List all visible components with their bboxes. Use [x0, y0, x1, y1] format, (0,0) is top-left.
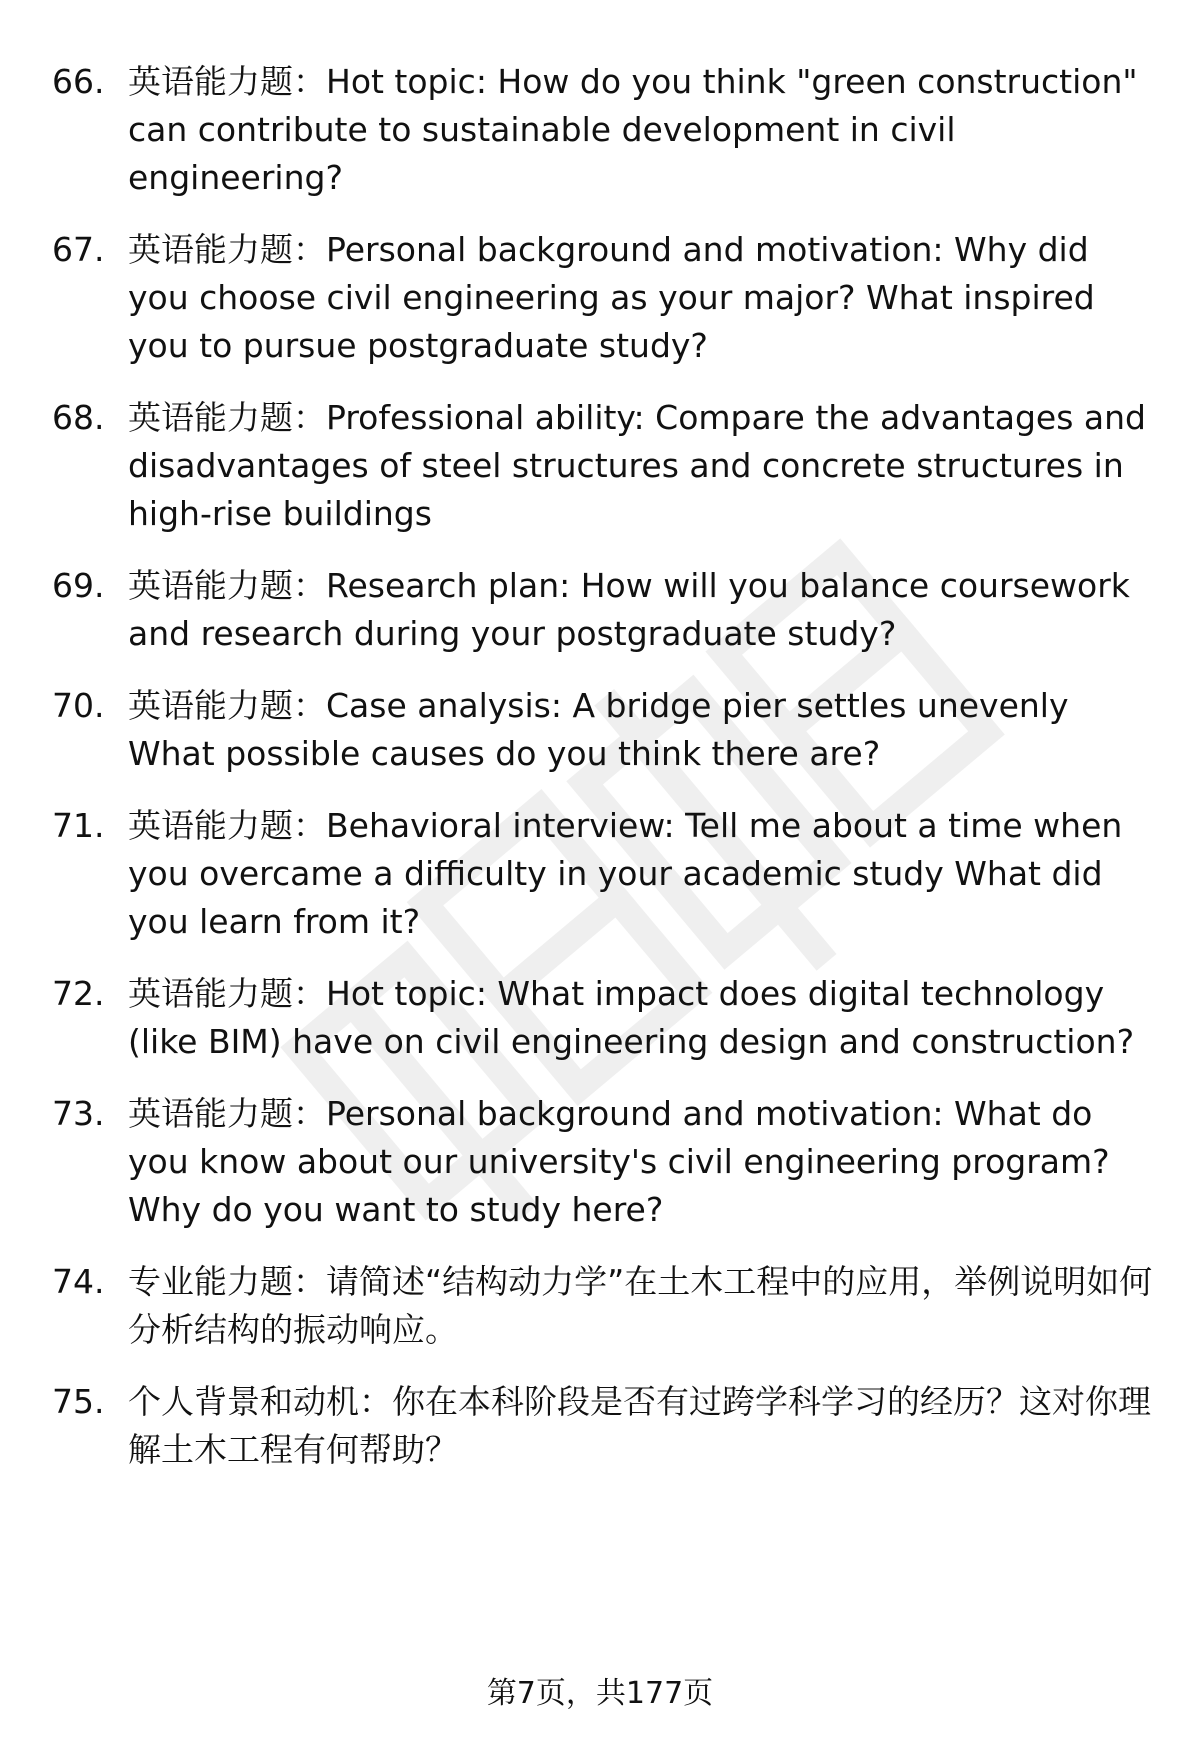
- question-text: 英语能力题：Behavioral interview: Tell me about a time when you overcame a difficulty in your academic study What did you learn from it?: [128, 806, 1123, 941]
- question-number: 71.: [52, 806, 105, 845]
- question-number: 74.: [52, 1262, 105, 1301]
- list-item: [0, 802, 1200, 946]
- page-footer: 第7页，共177页: [486, 1676, 714, 1711]
- question-text: 英语能力题：Professional ability: Compare the advantages and disadvantages of steel structures and concrete structures in high-rise buildings: [128, 398, 1147, 533]
- list-item: [0, 682, 1200, 778]
- question-text: 英语能力题：Research plan: How will you balance coursework and research during your postgraduate study?: [128, 566, 1130, 653]
- question-number: 73.: [52, 1094, 105, 1133]
- question-number: 67.: [52, 230, 105, 269]
- question-text: 英语能力题：Personal background and motivation: What do you know about our university's civil engineering program? Why do you want to study here?: [128, 1094, 1110, 1229]
- question-text: 英语能力题：Hot topic: How do you think "green construction" can contribute to sustainable development in civil engineering?: [128, 62, 1138, 197]
- question-number: 69.: [52, 566, 105, 605]
- question-text: 英语能力题：Personal background and motivation: Why did you choose civil engineering as your major? What inspired you to pursue postgraduate study?: [128, 230, 1095, 365]
- question-number: 72.: [52, 974, 105, 1013]
- list-item: [0, 1090, 1200, 1234]
- question-number: 66.: [52, 62, 105, 101]
- question-text: 专业能力题：请简述“结构动力学”在土木工程中的应用，举例说明如何分析结构的振动响应。: [128, 1262, 1153, 1349]
- question-text: 英语能力题：Hot topic: What impact does digital technology (like BIM) have on civil engineering design and construction?: [128, 974, 1135, 1061]
- question-number: 70.: [52, 686, 105, 725]
- list-item: [0, 58, 1200, 202]
- question-list: [0, 58, 1200, 1498]
- list-item: [0, 970, 1200, 1066]
- list-item: [0, 562, 1200, 658]
- list-item: [0, 1378, 1200, 1474]
- question-number: 68.: [52, 398, 105, 437]
- question-text: 英语能力题：Case analysis: A bridge pier settles unevenly What possible causes do you think there are?: [128, 686, 1069, 773]
- list-item: [0, 226, 1200, 370]
- list-item: [0, 1258, 1200, 1354]
- question-text: 个人背景和动机：你在本科阶段是否有过跨学科学习的经历？这对你理解土木工程有何帮助？: [128, 1382, 1151, 1469]
- list-item: [0, 394, 1200, 538]
- question-number: 75.: [52, 1382, 105, 1421]
